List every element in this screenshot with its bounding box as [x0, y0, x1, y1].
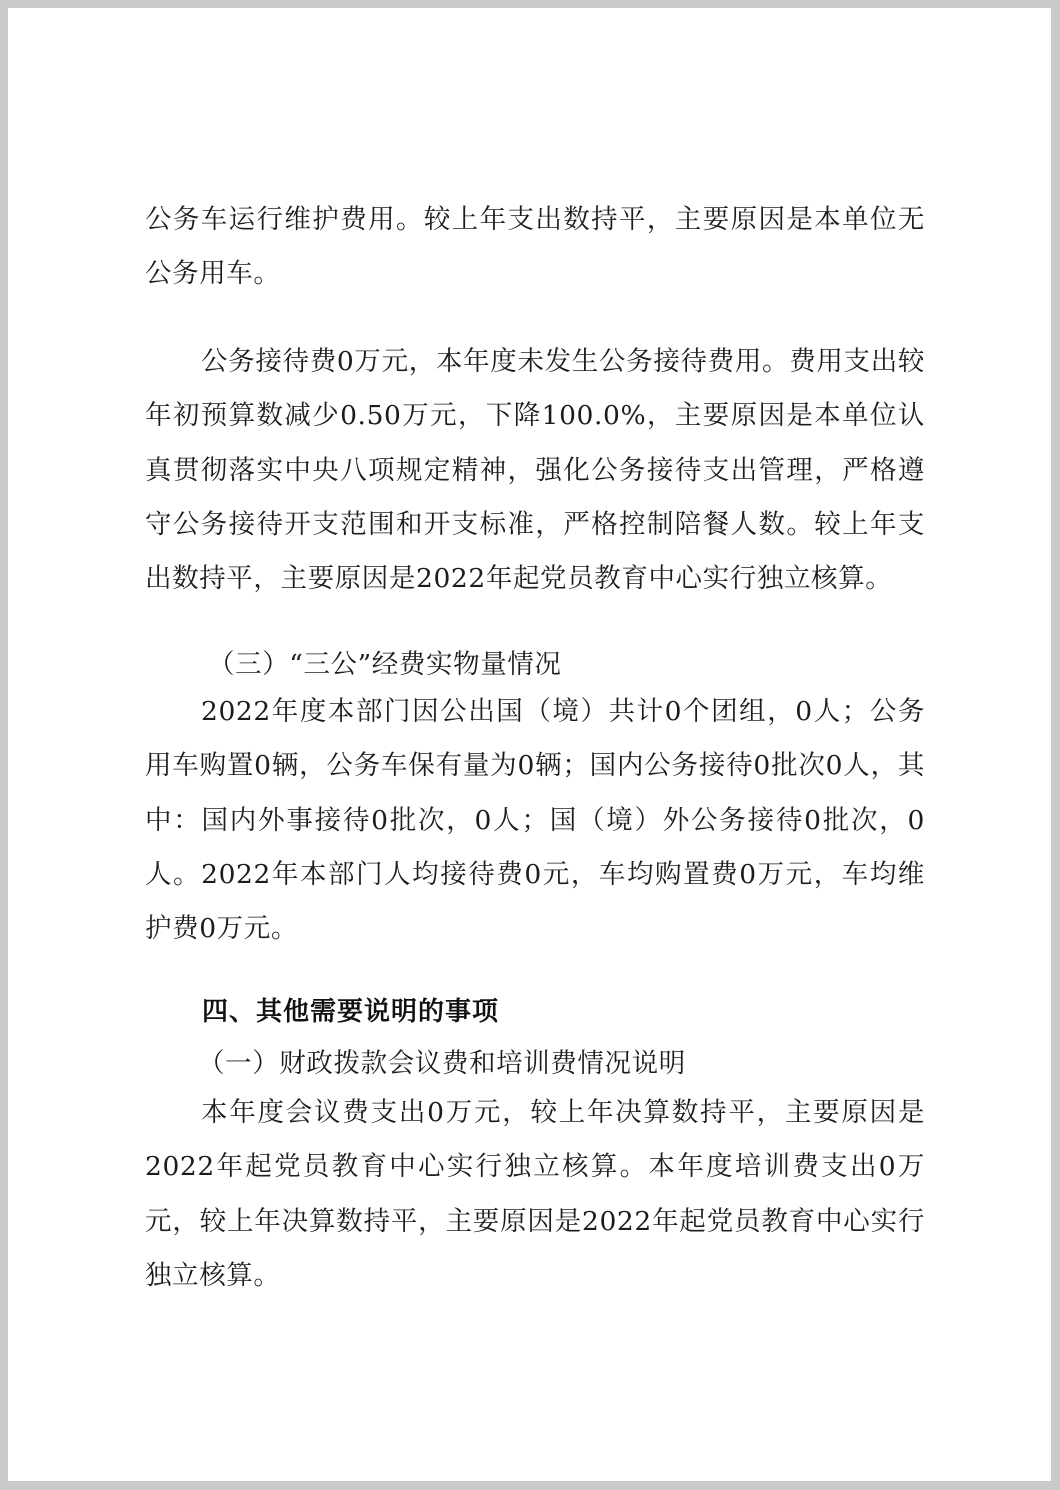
- section-heading-other-matters: 四、其他需要说明的事项: [202, 997, 500, 1027]
- subheading-three-public-quantity: （三）“三公”经费实物量情况: [208, 649, 562, 680]
- paragraph-reception-expense: 公务接待费0万元，本年度未发生公务接待费用。费用支出较年初预算数减少0.50万元，下降100.0%，主要原因是本单位认真贯彻落实中央八项规定精神，强化公务接待支出管理，严格遵守公务接待开支范围和开支标准，严格控制陪餐人数。较上年支出数持平，主要原因是2022年起党员教育中心实行独立核算。: [145, 346, 925, 595]
- paragraph-meeting-training: 本年度会议费支出0万元，较上年决算数持平，主要原因是2022年起党员教育中心实行独立核算。本年度培训费支出0万元，较上年决算数持平，主要原因是2022年起党员教育中心实行独立核算。: [145, 1097, 925, 1291]
- document-page: [8, 8, 1051, 1481]
- paragraph-vehicle-continuation: 公务车运行维护费用。较上年支出数持平，主要原因是本单位无公务用车。: [145, 204, 925, 290]
- subheading-one-meeting-training: （一）财政拨款会议费和培训费情况说明: [198, 1048, 686, 1079]
- paragraph-physical-quantity: 2022年度本部门因公出国（境）共计0个团组，0人；公务用车购置0辆，公务车保有量为0辆；国内公务接待0批次0人，其中：国内外事接待0批次，0人；国（境）外公务接待0批次，0人。2022年本部门人均接待费0元，车均购置费0万元，车均维护费0万元。: [145, 696, 925, 945]
